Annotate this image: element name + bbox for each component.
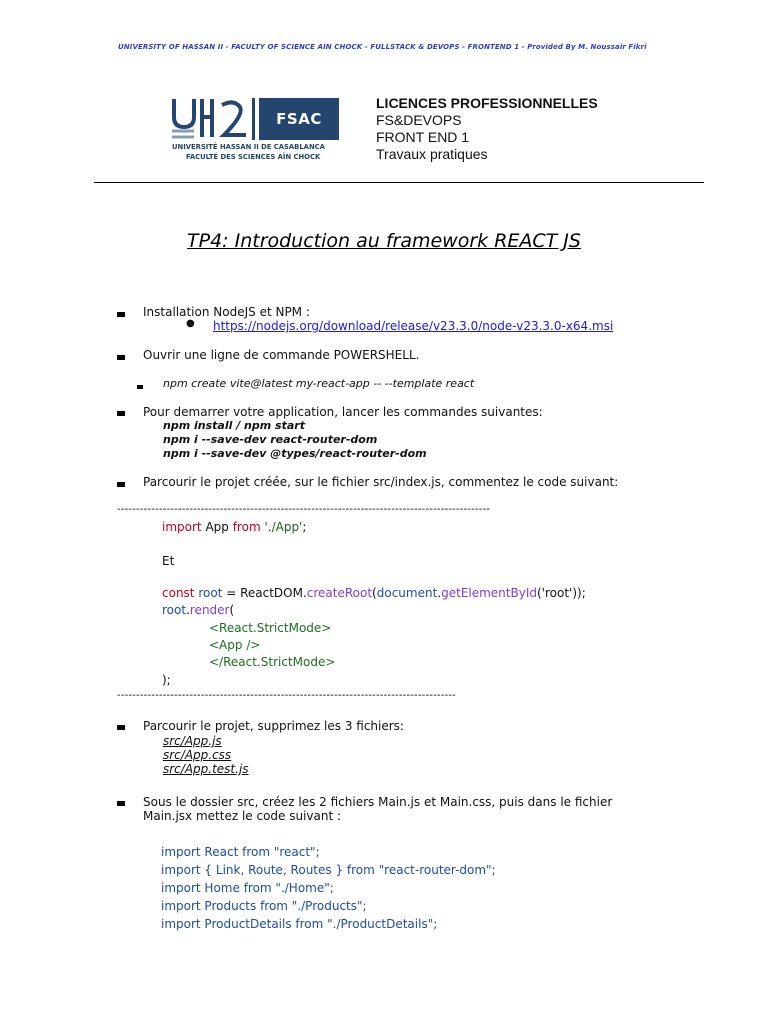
file-app-css: src/App.css: [163, 748, 232, 762]
import-line: import { Link, Route, Routes } from "react-router-dom";: [161, 863, 496, 877]
import-line: import React from "react";: [161, 845, 320, 859]
code-strict-close: </React.StrictMode>: [209, 655, 336, 669]
bullet-icon: [117, 355, 125, 360]
bullet-icon: [117, 482, 125, 487]
install-text: Installation NodeJS et NPM :: [143, 305, 310, 319]
code-render: root.render(: [162, 603, 235, 617]
course-name: FRONT END 1: [376, 129, 470, 145]
file-app-test-js: src/App.test.js: [163, 762, 249, 776]
bullet-icon: [117, 801, 125, 806]
code-app-tag: <App />: [209, 638, 261, 652]
code-separator-top: --------------------------------------------------------------------------------------------------: [117, 504, 491, 515]
start-command-2: npm i --save-dev react-router-dom: [163, 433, 378, 446]
create-files-line1: Sous le dossier src, créez les 2 fichiers Main.js et Main.css, puis dans le fichier: [143, 795, 613, 809]
code-et: Et: [162, 554, 175, 568]
code-separator-bottom: -----------------------------------------------------------------------------------------: [117, 690, 456, 701]
document-header-line: UNIVERSITY OF HASSAN II - FACULTY OF SCIENCE AIN CHOCK - FULLSTACK & DEVOPS - FRONTEND 1 - Provided By M. Noussair Fikri: [118, 43, 647, 51]
file-app-js: src/App.js: [163, 734, 222, 748]
powershell-text: Ouvrir une ligne de commande POWERSHELL.: [143, 348, 420, 362]
create-files-line2: Main.jsx mettez le code suivant :: [143, 809, 342, 823]
browse-text: Parcourir le projet créée, sur le fichier src/index.js, commentez le code suivant:: [143, 475, 619, 489]
logo-faculty-name: FACULTÉ DES SCIENCES AÏN CHOCK: [186, 153, 321, 161]
dot-bullet-icon: ●: [186, 318, 195, 329]
code-close: );: [162, 673, 171, 687]
header-divider: [94, 182, 704, 183]
start-text: Pour demarrer votre application, lancer les commandes suivantes:: [143, 405, 543, 419]
bullet-icon: [117, 312, 125, 317]
code-strict-open: <React.StrictMode>: [209, 621, 332, 635]
import-line: import Home from "./Home";: [161, 881, 334, 895]
import-line: import ProductDetails from "./ProductDetails";: [161, 917, 438, 931]
bullet-icon: [117, 725, 125, 730]
code-import-app: import App from './App';: [162, 520, 307, 534]
nodejs-download-link[interactable]: https://nodejs.org/download/release/v23.3.0/node-v23.3.0-x64.msi: [213, 319, 614, 333]
page-title: TP4: Introduction au framework REACT JS: [187, 230, 581, 252]
program-track: FS&DEVOPS: [376, 112, 462, 128]
uh2-emblem-icon: [168, 97, 258, 143]
code-create-root: const root = ReactDOM.createRoot(document.getElementById('root'));: [162, 586, 586, 600]
bullet-icon: [117, 411, 125, 416]
course-type: Travaux pratiques: [376, 146, 488, 162]
start-command-1: npm install / npm start: [163, 419, 305, 432]
fsac-badge: FSAC: [259, 98, 339, 140]
browse-delete-text: Parcourir le projet, supprimez les 3 fichiers:: [143, 719, 404, 733]
logo-university-name: UNIVERSITÉ HASSAN II DE CASABLANCA: [172, 143, 325, 151]
bullet-icon: [137, 385, 143, 389]
start-command-3: npm i --save-dev @types/react-router-dom: [163, 447, 427, 460]
import-line: import Products from "./Products";: [161, 899, 367, 913]
program-title: LICENCES PROFESSIONNELLES: [376, 95, 598, 111]
create-command: npm create vite@latest my-react-app -- --template react: [163, 377, 475, 390]
header-info: [376, 95, 598, 163]
